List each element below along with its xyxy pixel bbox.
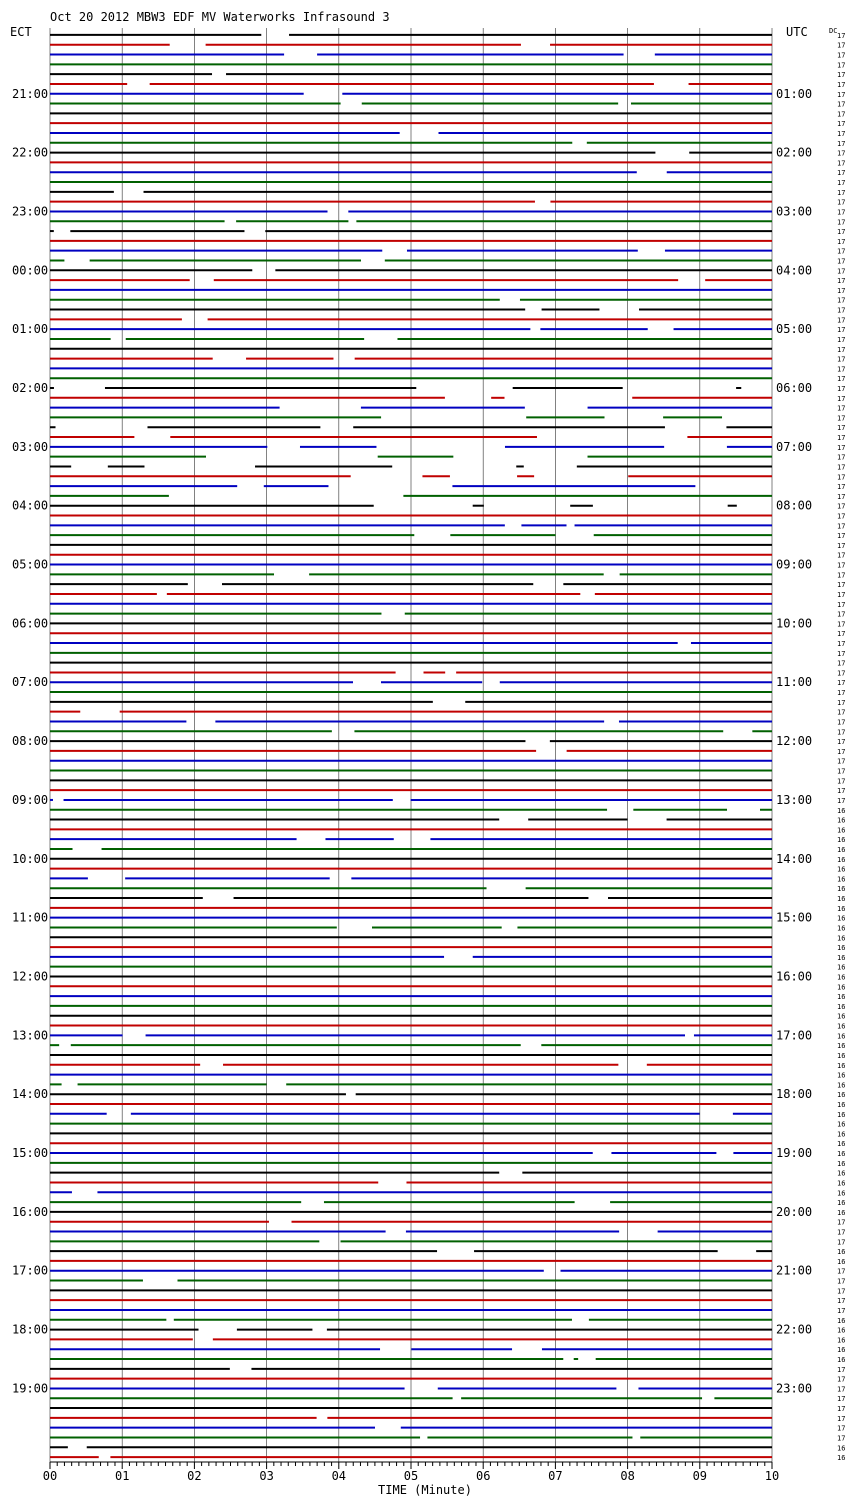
right-hour-label: 23:00: [776, 1381, 813, 1396]
x-tick-label: 03: [259, 1469, 274, 1483]
dc-value: 16: [837, 816, 846, 825]
dc-value: 16: [837, 1326, 846, 1335]
dc-value: 17: [837, 375, 846, 384]
dc-value: 17: [837, 463, 846, 472]
dc-value: 17: [837, 159, 846, 168]
dc-value: 17: [837, 640, 846, 649]
dc-value: 16: [837, 1012, 846, 1021]
left-hour-label: 11:00: [12, 910, 49, 925]
right-hour-label: 06:00: [776, 381, 813, 395]
dc-value: 16: [837, 1091, 846, 1100]
left-hour-label: 06:00: [12, 616, 49, 631]
dc-value: 17: [837, 512, 846, 521]
dc-value: 17: [837, 188, 846, 197]
dc-value: 17: [837, 679, 846, 688]
dc-value: 16: [837, 865, 846, 874]
dc-value: 17: [837, 600, 846, 609]
x-tick-label: 01: [114, 1469, 130, 1483]
x-tick-label: 00: [42, 1469, 58, 1483]
dc-value: 17: [837, 708, 846, 717]
dc-value: 17: [837, 1395, 846, 1404]
chart-title: Oct 20 2012 MBW3 EDF MV Waterworks Infrasound 3: [50, 10, 390, 24]
dc-value: 17: [837, 590, 846, 599]
dc-value: 16: [837, 1257, 846, 1266]
dc-value: 17: [837, 1218, 846, 1227]
dc-value: 16: [837, 1189, 846, 1198]
dc-value: 16: [837, 1051, 846, 1060]
dc-value: 17: [837, 237, 846, 246]
dc-value: 17: [837, 728, 846, 737]
dc-value: 16: [837, 914, 846, 923]
dc-value: 16: [837, 1316, 846, 1325]
dc-value: 17: [837, 169, 846, 178]
dc-value: 17: [837, 110, 846, 119]
right-hour-label: 11:00: [776, 675, 813, 690]
left-hour-label: 15:00: [12, 1146, 49, 1161]
x-tick-label: 09: [692, 1469, 708, 1483]
dc-value: 16: [837, 836, 846, 845]
dc-value: 17: [837, 492, 846, 501]
dc-value: 17: [837, 522, 846, 531]
right-hour-label: 19:00: [776, 1146, 813, 1161]
dc-value: 17: [837, 483, 846, 492]
dc-value: 17: [837, 1228, 846, 1237]
right-hour-label: 18:00: [776, 1087, 813, 1102]
dc-value: 17: [837, 620, 846, 629]
dc-value: 16: [837, 1042, 846, 1051]
left-hour-label: 17:00: [12, 1263, 49, 1278]
dc-value: 17: [837, 139, 846, 148]
dc-value: 16: [837, 1454, 846, 1463]
dc-value: 17: [837, 267, 846, 276]
dc-value: 16: [837, 904, 846, 913]
dc-value: 16: [837, 1248, 846, 1257]
dc-value: 17: [837, 1267, 846, 1276]
dc-value: 17: [837, 1297, 846, 1306]
dc-value: 17: [837, 571, 846, 580]
dc-value: 17: [837, 796, 846, 805]
dc-value: 16: [837, 1179, 846, 1188]
right-hour-label: 13:00: [776, 792, 813, 807]
dc-value: 17: [837, 630, 846, 639]
left-hour-label: 10:00: [12, 851, 49, 866]
dc-value: 17: [837, 80, 846, 89]
dc-value: 17: [837, 443, 846, 452]
dc-value: 17: [837, 394, 846, 403]
x-tick-label: 08: [620, 1469, 635, 1483]
x-tick-label: 02: [187, 1469, 202, 1483]
right-hour-label: 20:00: [776, 1204, 813, 1219]
dc-value: 17: [837, 355, 846, 364]
dc-value: 17: [837, 1375, 846, 1384]
dc-value: 16: [837, 845, 846, 854]
dc-value: 16: [837, 993, 846, 1002]
dc-value: 16: [837, 1208, 846, 1217]
dc-value: 17: [837, 385, 846, 393]
dc-values: [837, 32, 845, 1462]
left-hour-label: 08:00: [12, 734, 49, 749]
dc-value: 17: [837, 1424, 846, 1433]
dc-value: 17: [837, 453, 846, 462]
dc-value: 17: [837, 90, 846, 99]
left-hour-label: 21:00: [12, 86, 49, 101]
dc-value: 17: [837, 767, 846, 776]
dc-value: 17: [837, 502, 846, 511]
dc-value: 17: [837, 738, 846, 747]
dc-value: 17: [837, 306, 846, 315]
dc-value: 17: [837, 31, 846, 40]
dc-value: 17: [837, 1405, 846, 1414]
dc-value: 16: [837, 1110, 846, 1119]
dc-label: DC: [829, 27, 838, 35]
left-hour-label: 07:00: [12, 675, 49, 690]
dc-value: 17: [837, 1385, 846, 1394]
left-axis-label: ECT: [10, 25, 32, 39]
left-hour-label: 01:00: [12, 322, 49, 337]
left-hour-label: 23:00: [12, 204, 49, 219]
dc-value: 16: [837, 953, 846, 962]
dc-value: 17: [837, 689, 846, 698]
dc-value: 17: [837, 365, 846, 374]
left-hour-label: 05:00: [12, 557, 49, 572]
dc-value: 16: [837, 963, 846, 972]
dc-value: 17: [837, 561, 846, 570]
dc-value: 16: [837, 1061, 846, 1070]
dc-value: 17: [837, 296, 846, 305]
dc-value: 17: [837, 228, 846, 237]
dc-value: 17: [837, 1238, 846, 1247]
x-tick-label: 06: [475, 1469, 491, 1483]
dc-value: 17: [837, 1287, 846, 1296]
left-hour-label: 18:00: [12, 1322, 49, 1337]
right-hour-label: 16:00: [776, 969, 813, 984]
dc-value: 16: [837, 1130, 846, 1139]
dc-value: 17: [837, 179, 846, 188]
dc-value: 17: [837, 649, 846, 658]
dc-value: 17: [837, 787, 846, 796]
dc-value: 17: [837, 404, 846, 413]
dc-value: 17: [837, 286, 846, 295]
right-hour-label: 17:00: [776, 1028, 813, 1043]
dc-value: 16: [837, 934, 846, 943]
right-hour-label: 14:00: [776, 851, 813, 866]
right-hour-label: 07:00: [776, 439, 813, 454]
dc-value: 17: [837, 149, 846, 158]
dc-value: 17: [837, 551, 846, 560]
dc-value: 17: [837, 669, 846, 678]
right-hour-label: 12:00: [776, 734, 813, 749]
x-axis: [43, 1462, 779, 1483]
x-tick-label: 10: [764, 1469, 780, 1483]
right-hour-label: 22:00: [776, 1322, 813, 1337]
dc-value: 17: [837, 247, 846, 256]
dc-value: 17: [837, 208, 846, 217]
dc-value: 17: [837, 1434, 846, 1443]
dc-value: 17: [837, 61, 846, 70]
dc-value: 16: [837, 826, 846, 835]
dc-value: 17: [837, 277, 846, 286]
dc-value: 17: [837, 532, 846, 541]
dc-value: 16: [837, 1032, 846, 1041]
dc-value: 17: [837, 1277, 846, 1286]
dc-value: 16: [837, 885, 846, 894]
dc-value: 17: [837, 434, 846, 443]
left-hour-label: 13:00: [12, 1028, 49, 1043]
dc-value: 17: [837, 345, 846, 354]
right-hour-label: 08:00: [776, 498, 813, 513]
dc-value: 17: [837, 747, 846, 756]
dc-value: 17: [837, 581, 846, 590]
right-hour-label: 15:00: [776, 910, 813, 925]
x-axis-label: TIME (Minute): [378, 1483, 472, 1497]
dc-value: 16: [837, 875, 846, 884]
right-axis-label: UTC: [786, 25, 808, 39]
right-hour-label: 10:00: [776, 616, 813, 631]
right-hour-label: 21:00: [776, 1263, 813, 1278]
dc-value: 17: [837, 71, 846, 80]
dc-value: 17: [837, 257, 846, 266]
dc-value: 16: [837, 1159, 846, 1168]
right-hour-label: 03:00: [776, 204, 813, 219]
left-hour-label: 03:00: [12, 439, 49, 454]
dc-value: 17: [837, 51, 846, 60]
dc-value: 17: [837, 1306, 846, 1315]
dc-value: 17: [837, 777, 846, 786]
dc-value: 17: [837, 41, 846, 50]
left-hour-label: 22:00: [12, 145, 49, 160]
left-hour-label: 09:00: [12, 792, 49, 807]
left-hour-label: 00:00: [12, 263, 49, 278]
left-hour-labels: [12, 87, 48, 1396]
dc-value: 16: [837, 1150, 846, 1159]
dc-value: 16: [837, 1336, 846, 1345]
dc-value: 17: [837, 129, 846, 138]
dc-value: 17: [837, 659, 846, 668]
right-hour-label: 09:00: [776, 557, 813, 572]
dc-value: 17: [837, 218, 846, 227]
dc-value: 17: [837, 326, 846, 335]
dc-value: 17: [837, 541, 846, 550]
right-hour-labels: [776, 87, 812, 1396]
gridlines: [50, 28, 772, 1462]
dc-value: 16: [837, 1169, 846, 1178]
dc-value: 17: [837, 424, 846, 433]
right-hour-label: 01:00: [776, 86, 813, 101]
dc-value: 17: [837, 698, 846, 707]
dc-value: 17: [837, 610, 846, 619]
dc-value: 16: [837, 944, 846, 953]
left-hour-label: 14:00: [12, 1087, 49, 1102]
right-hour-label: 05:00: [776, 322, 813, 337]
dc-value: 16: [837, 1081, 846, 1090]
dc-value: 16: [837, 1022, 846, 1031]
dc-value: 16: [837, 1101, 846, 1109]
dc-value: 16: [837, 806, 846, 815]
dc-value: 16: [837, 895, 846, 904]
left-hour-label: 02:00: [12, 381, 49, 395]
dc-value: 17: [837, 198, 846, 207]
dc-value: 16: [837, 1140, 846, 1149]
dc-value: 16: [837, 973, 846, 982]
dc-value: 17: [837, 316, 846, 325]
dc-value: 17: [837, 335, 846, 344]
dc-value: 16: [837, 1199, 846, 1208]
left-hour-label: 12:00: [12, 969, 49, 984]
dc-value: 17: [837, 718, 846, 727]
dc-value: 16: [837, 1346, 846, 1355]
dc-value: 16: [837, 983, 846, 992]
left-hour-label: 19:00: [12, 1381, 49, 1396]
dc-value: 17: [837, 120, 846, 129]
right-hour-label: 04:00: [776, 263, 813, 278]
dc-value: 17: [837, 100, 846, 109]
dc-value: 16: [837, 855, 846, 864]
dc-value: 16: [837, 1002, 846, 1011]
dc-value: 16: [837, 1356, 846, 1365]
dc-value: 17: [837, 473, 846, 482]
x-tick-label: 07: [548, 1469, 563, 1483]
dc-value: 17: [837, 414, 846, 423]
x-tick-label: 05: [403, 1469, 419, 1483]
dc-value: 16: [837, 924, 846, 933]
dc-value: 16: [837, 1071, 846, 1080]
left-hour-label: 04:00: [12, 498, 49, 513]
dc-value: 16: [837, 1120, 846, 1129]
right-hour-label: 02:00: [776, 145, 813, 160]
left-hour-label: 16:00: [12, 1204, 49, 1219]
dc-value: 16: [837, 1444, 846, 1453]
dc-value: 17: [837, 1414, 846, 1423]
dc-value: 17: [837, 1365, 846, 1374]
dc-value: 17: [837, 757, 846, 766]
x-tick-label: 04: [331, 1469, 347, 1483]
